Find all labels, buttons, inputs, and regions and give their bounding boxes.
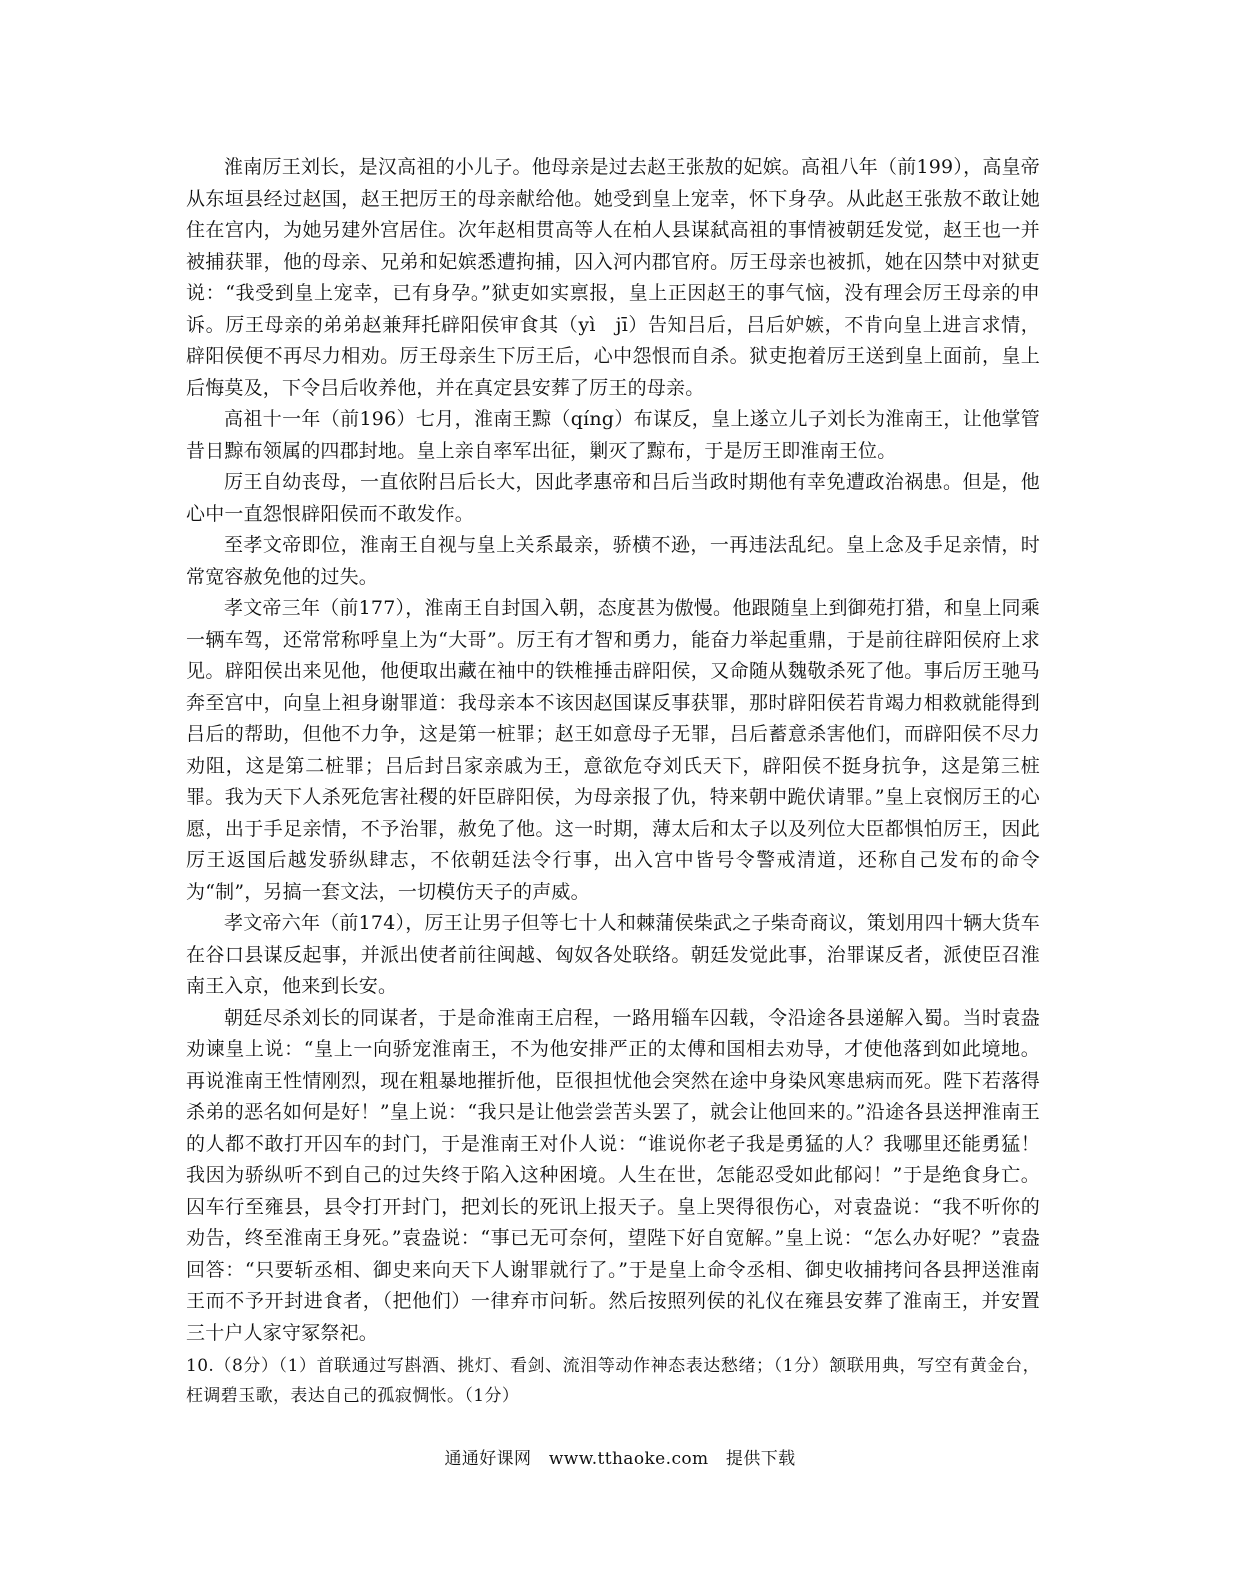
page-footer: 通通好课网 www.tthaoke.com 提供下载 bbox=[444, 1449, 796, 1469]
paragraph-wendi-accession: 至孝文帝即位，淮南王自视与皇上关系最亲，骄横不逊，一再违法乱纪。皇上念及手足亲情，时常宽容赦免他的过失。 bbox=[186, 534, 1040, 588]
answer-item-10: 10.（8分）（1）首联通过写斟酒、挑灯、看剑、流泪等动作神态表达愁绪；（1分）颔联用典，写空有黄金台，枉调碧玉歌，表达自己的孤寂惆怅。（1分） bbox=[186, 1356, 1040, 1406]
paragraph-birth: 淮南厉王刘长，是汉高祖的小儿子。他母亲是过去赵王张敖的妃嫔。高祖八年（前199），高皇帝从东垣县经过赵国，赵王把厉王的母亲献给他。她受到皇上宠幸，怀下身孕。从此赵王张敖不敢让她住在宫内，为她另建外宫居住。次年赵相贯高等人在柏人县谋弑高祖的事情被朝廷发觉，赵王也一并被捕获罪，他的母亲、兄弟和妃嫔悉遭拘捕，囚入河内郡官府。厉王母亲也被抓，她在囚禁中对狱吏说：“我受到皇上宠幸，已有身孕。”狱吏如实禀报，皇上正因赵王的事气恼，没有理会厉王母亲的申诉。厉王母亲的弟弟赵兼拜托辟阳侯审食其（yì jī）告知吕后，吕后妒嫉，不肯向皇上进言求情，辟阳侯便不再尽力相劝。厉王母亲生下厉王后，心中怨恨而自杀。狱吏抱着厉王送到皇上面前，皇上后悔莫及，下令吕后收养他，并在真定县安葬了厉王的母亲。 bbox=[186, 156, 1040, 399]
paragraph-enfeoffment: 高祖十一年（前196）七月，淮南王黥（qíng）布谋反，皇上遂立儿子刘长为淮南王，让他掌管昔日黥布领属的四郡封地。皇上亲自率军出征，剿灭了黥布，于是厉王即淮南王位。 bbox=[186, 408, 1040, 462]
document-body bbox=[186, 152, 1040, 1411]
paragraph-killing-biyang: 孝文帝三年（前177），淮南王自封国入朝，态度甚为傲慢。他跟随皇上到御苑打猎，和皇上同乘一辆车驾，还常常称呼皇上为“大哥”。厉王有才智和勇力，能奋力举起重鼎，于是前往辟阳侯府上求见。辟阳侯出来见他，他便取出藏在袖中的铁椎捶击辟阳侯，又命随从魏敬杀死了他。事后厉王驰马奔至宫中，向皇上袒身谢罪道：我母亲本不该因赵国谋反事获罪，那时辟阳侯若肯竭力相救就能得到吕后的帮助，但他不力争，这是第一桩罪；赵王如意母子无罪，吕后蓄意杀害他们，而辟阳侯不尽力劝阻，这是第二桩罪；吕后封吕家亲戚为王，意欲危夺刘氏天下，辟阳侯不挺身抗争，这是第三桩罪。我为天下人杀死危害社稷的奸臣辟阳侯，为母亲报了仇，特来朝中跪伏请罪。”皇上哀悯厉王的心愿，出于手足亲情，不予治罪，赦免了他。这一时期，薄太后和太子以及列位大臣都惧怕厉王，因此厉王返国后越发骄纵肆志，不依朝廷法令行事，出入宫中皆号令警戒清道，还称自己发布的命令为“制”，另搞一套文法，一切模仿天子的声威。 bbox=[186, 597, 1040, 903]
paragraph-rebellion: 孝文帝六年（前174），厉王让男子但等七十人和棘蒲侯柴武之子柴奇商议，策划用四十辆大货车在谷口县谋反起事，并派出使者前往闽越、匈奴各处联络。朝廷发觉此事，治罪谋反者，派使臣召淮南王入京，他来到长安。 bbox=[186, 912, 1040, 997]
paragraph-youth: 厉王自幼丧母，一直依附吕后长大，因此孝惠帝和吕后当政时期他有幸免遭政治祸患。但是，他心中一直怨恨辟阳侯而不敢发作。 bbox=[186, 471, 1040, 525]
paragraph-exile-death: 朝廷尽杀刘长的同谋者，于是命淮南王启程，一路用辎车囚载，令沿途各县递解入蜀。当时袁盎劝谏皇上说：“皇上一向骄宠淮南王，不为他安排严正的太傅和国相去劝导，才使他落到如此境地。再说淮南王性情刚烈，现在粗暴地摧折他，臣很担忧他会突然在途中身染风寒患病而死。陛下若落得杀弟的恶名如何是好！”皇上说：“我只是让他尝尝苦头罢了，就会让他回来的。”沿途各县送押淮南王的人都不敢打开囚车的封门，于是淮南王对仆人说：“谁说你老子我是勇猛的人？我哪里还能勇猛！我因为骄纵听不到自己的过失终于陷入这种困境。人生在世，怎能忍受如此郁闷！”于是绝食身亡。囚车行至雍县，县令打开封门，把刘长的死讯上报天子。皇上哭得很伤心，对袁盎说：“我不听你的劝告，终至淮南王身死。”袁盎说：“事已无可奈何，望陛下好自宽解。”皇上说：“怎么办好呢？”袁盎回答：“只要斩丞相、御史来向天下人谢罪就行了。”于是皇上命令丞相、御史收捕拷问各县押送淮南王而不予开封进食者，（把他们）一律弃市问斩。然后按照列侯的礼仪在雍县安葬了淮南王，并安置三十户人家守冢祭祀。 bbox=[186, 1006, 1040, 1344]
